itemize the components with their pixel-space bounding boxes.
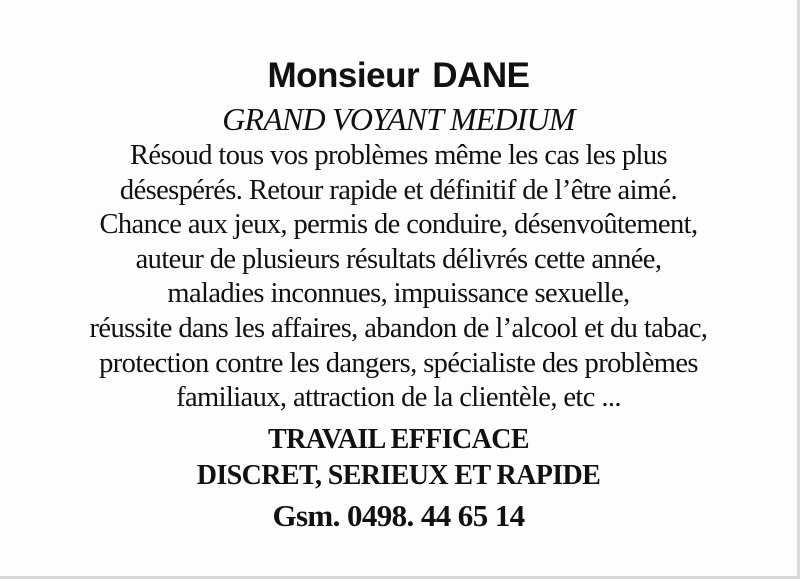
description-line: familiaux, attraction de la clientèle, etc ... [176, 382, 621, 414]
description-line: auteur de plusieurs résultats délivrés cette année, [135, 243, 662, 275]
tagline-discret: DISCRET, SERIEUX ET RAPIDE [196, 460, 601, 491]
phone-number: Gsm. 0498. 44 65 14 [272, 498, 525, 533]
description-line: maladies inconnues, impuissance sexuelle, [167, 278, 630, 310]
description-line: réussite dans les affaires, abandon de l’alcool et du tabac, [89, 312, 708, 344]
description-line: désespérés. Retour rapide et définitif de l’être aimé. [119, 174, 678, 206]
advertiser-title: GRAND VOYANT MEDIUM [222, 101, 575, 137]
description-line: Résoud tous vos problèmes même les cas les plus [130, 140, 667, 171]
advertiser-name: Monsieur DANE [267, 56, 530, 95]
services-description [30, 139, 767, 416]
description-line: Chance aux jeux, permis de conduire, désenvoûtement, [99, 209, 698, 241]
description-line: protection contre les dangers, spécialiste des problèmes [99, 347, 698, 379]
tagline-efficace: TRAVAIL EFFICACE [268, 424, 529, 455]
